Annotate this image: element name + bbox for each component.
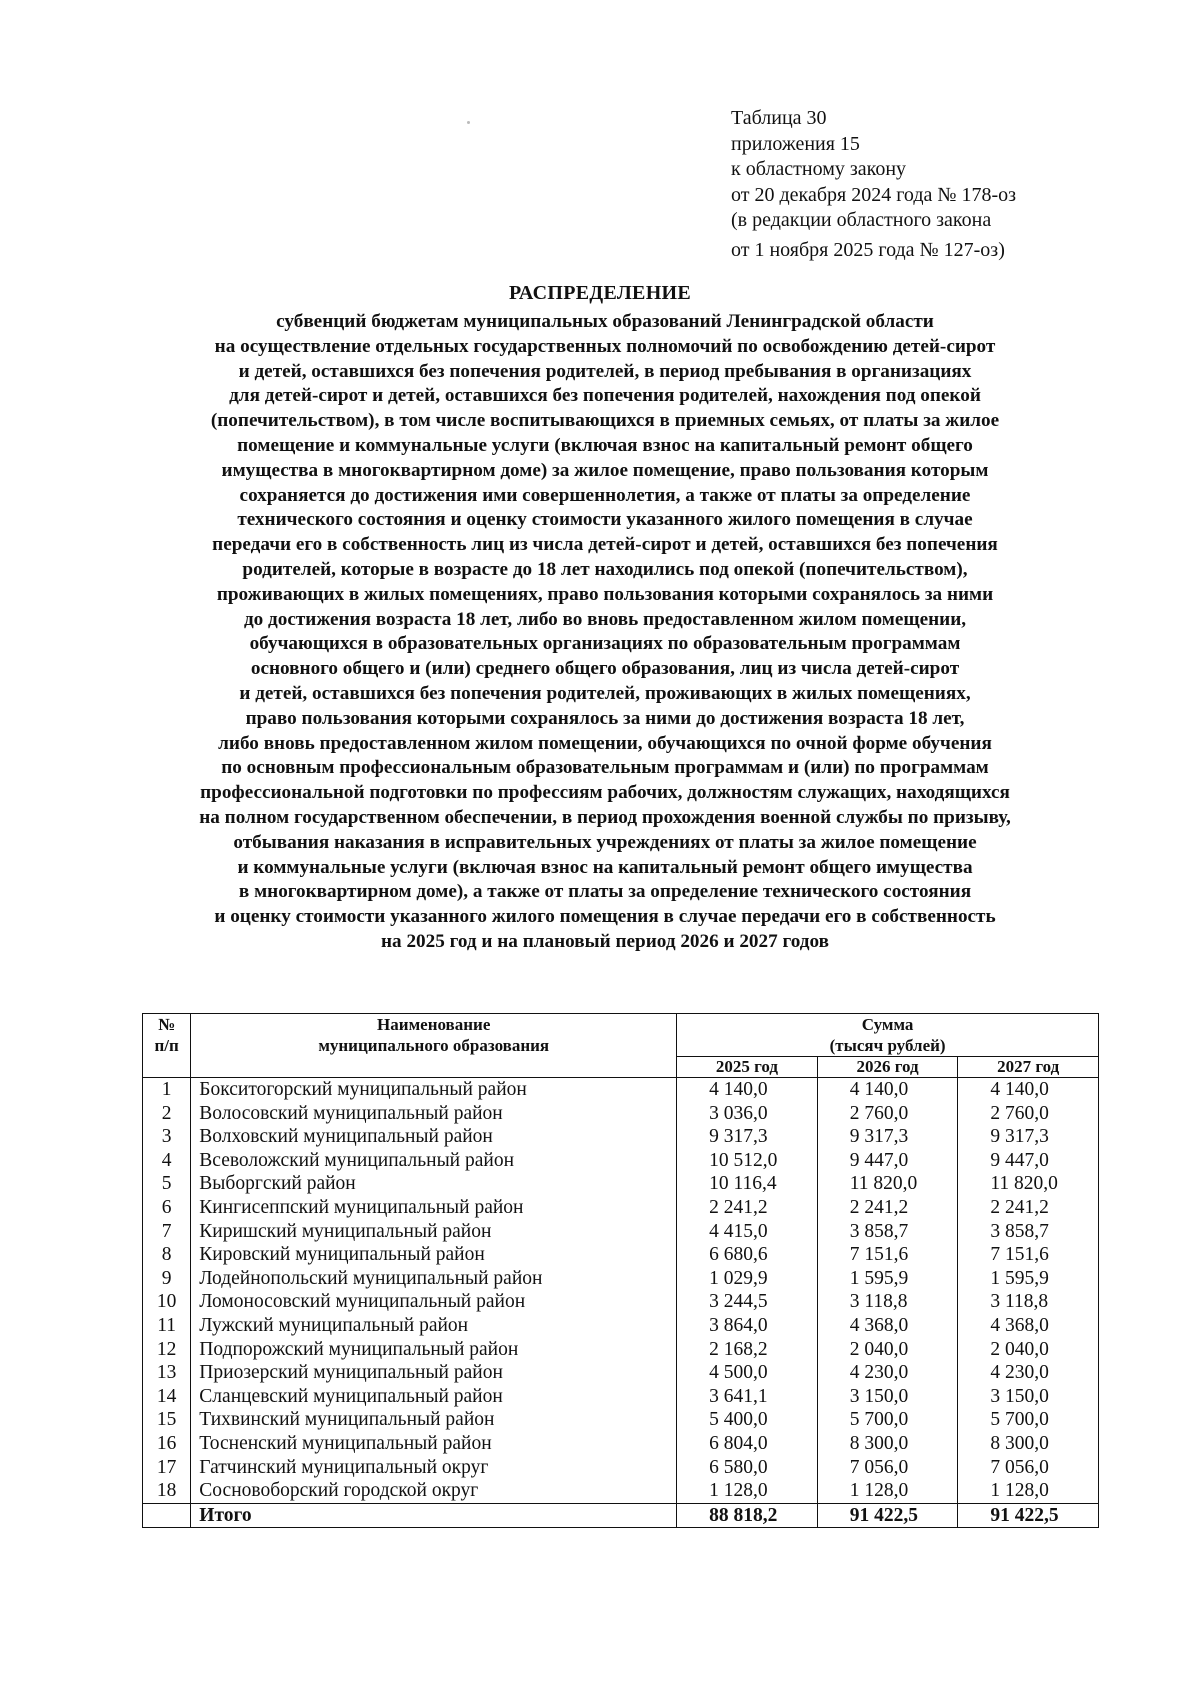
amount-2026: 1 128,0 (817, 1479, 958, 1503)
total-amount-2026: 91 422,5 (817, 1503, 958, 1528)
table-row (143, 1149, 1099, 1173)
row-number: 14 (143, 1385, 191, 1409)
subtitle-line: отбывания наказания в исправительных учреждениях от платы за жилое помещение (233, 831, 977, 853)
amount-2026: 9 447,0 (817, 1149, 958, 1173)
amount-2025: 4 140,0 (677, 1078, 818, 1102)
municipality-name: Кировский муниципальный район (191, 1243, 677, 1267)
row-number: 6 (143, 1196, 191, 1220)
row-number: 15 (143, 1408, 191, 1432)
row-number: 7 (143, 1220, 191, 1244)
amount-2025: 10 116,4 (677, 1172, 818, 1196)
total-amount-2027: 91 422,5 (958, 1503, 1099, 1528)
col-header-sum-line2: (тысяч рублей) (829, 1036, 946, 1055)
row-number: 16 (143, 1432, 191, 1456)
municipality-name: Волосовский муниципальный район (191, 1102, 677, 1126)
amount-2026: 3 150,0 (817, 1385, 958, 1409)
amount-2027: 5 700,0 (958, 1408, 1099, 1432)
amount-2027: 9 317,3 (958, 1125, 1099, 1149)
amount-2027: 8 300,0 (958, 1432, 1099, 1456)
amount-2025: 3 864,0 (677, 1314, 818, 1338)
col-header-year-2027: 2027 год (958, 1057, 1099, 1078)
amount-2026: 3 118,8 (817, 1290, 958, 1314)
amount-2027: 4 368,0 (958, 1314, 1099, 1338)
total-label: Итого (191, 1503, 677, 1528)
amount-2025: 4 500,0 (677, 1361, 818, 1385)
amount-2025: 1 029,9 (677, 1267, 818, 1291)
amount-2025: 4 415,0 (677, 1220, 818, 1244)
table-row (143, 1220, 1099, 1244)
col-header-name-line2: муниципального образования (318, 1036, 550, 1055)
col-header-year-2025: 2025 год (677, 1057, 818, 1078)
amount-2026: 11 820,0 (817, 1172, 958, 1196)
municipality-name: Всеволожский муниципальный район (191, 1149, 677, 1173)
row-number: 11 (143, 1314, 191, 1338)
subtitle-line: имущества в многоквартирном доме) за жилое помещение, право пользования которым (221, 459, 989, 481)
amount-2026: 3 858,7 (817, 1220, 958, 1244)
header-line: Таблица 30 (731, 107, 827, 129)
table-row (143, 1290, 1099, 1314)
row-number: 4 (143, 1149, 191, 1173)
total-number-cell (143, 1503, 191, 1528)
row-number: 12 (143, 1338, 191, 1362)
amount-2027: 11 820,0 (958, 1172, 1099, 1196)
total-row (143, 1503, 1099, 1528)
table-row (143, 1172, 1099, 1196)
amount-2025: 3 244,5 (677, 1290, 818, 1314)
municipality-name: Приозерский муниципальный район (191, 1361, 677, 1385)
amount-2026: 5 700,0 (817, 1408, 958, 1432)
total-amount-2025: 88 818,2 (677, 1503, 818, 1528)
amount-2025: 10 512,0 (677, 1149, 818, 1173)
municipality-name: Сланцевский муниципальный район (191, 1385, 677, 1409)
amount-2026: 9 317,3 (817, 1125, 958, 1149)
row-number: 17 (143, 1456, 191, 1480)
amount-2025: 6 580,0 (677, 1456, 818, 1480)
amount-2027: 2 760,0 (958, 1102, 1099, 1126)
table-row (143, 1125, 1099, 1149)
municipality-name: Подпорожский муниципальный район (191, 1338, 677, 1362)
amount-2026: 8 300,0 (817, 1432, 958, 1456)
scan-speck (467, 121, 470, 124)
subtitle-line: и коммунальные услуги (включая взнос на капитальный ремонт общего имущества (237, 856, 973, 878)
col-header-sum-line1: Сумма (861, 1015, 914, 1034)
amount-2026: 4 140,0 (817, 1078, 958, 1102)
subtitle-line: и детей, оставшихся без попечения родителей, в период пребывания в организациях (238, 360, 972, 382)
subtitle-line: в многоквартирном доме), а также от платы за определение технического состояния (238, 881, 972, 903)
col-header-year-2026: 2026 год (817, 1057, 958, 1078)
appendix-header (731, 106, 1016, 263)
amount-2025: 1 128,0 (677, 1479, 818, 1503)
subtitle-line: до достижения возраста 18 лет, либо во вновь предоставленном жилом помещении, (243, 608, 967, 630)
subtitle-line: на осуществление отдельных государственных полномочий по освобождению детей-сирот (214, 335, 996, 357)
amount-2027: 7 151,6 (958, 1243, 1099, 1267)
amount-2026: 1 595,9 (817, 1267, 958, 1291)
col-header-number-line1: № (158, 1015, 176, 1034)
header-line: (в редакции областного закона (731, 209, 992, 231)
subtitle-line: обучающихся в образовательных организациях по образовательным программам (249, 633, 961, 655)
row-number: 2 (143, 1102, 191, 1126)
subtitle-line: на полном государственном обеспечении, в период прохождения военной службы по призыву, (199, 806, 1011, 828)
col-header-name-line1: Наименование (377, 1015, 491, 1034)
table-row (143, 1408, 1099, 1432)
table-row (143, 1338, 1099, 1362)
amount-2027: 2 040,0 (958, 1338, 1099, 1362)
amount-2027: 7 056,0 (958, 1456, 1099, 1480)
row-number: 1 (143, 1078, 191, 1102)
subtitle-line: профессиональной подготовки по профессиям рабочих, должностям служащих, находящихся (200, 782, 1010, 804)
amount-2027: 3 858,7 (958, 1220, 1099, 1244)
subtitle-line: (попечительством), в том числе воспитывающихся в приемных семьях, от платы за жилое (210, 410, 1000, 432)
amount-2026: 2 760,0 (817, 1102, 958, 1126)
amount-2026: 4 368,0 (817, 1314, 958, 1338)
row-number: 18 (143, 1479, 191, 1503)
amount-2027: 4 140,0 (958, 1078, 1099, 1102)
row-number: 9 (143, 1267, 191, 1291)
amount-2026: 7 056,0 (817, 1456, 958, 1480)
subtitle-line: и детей, оставшихся без попечения родителей, проживающих в жилых помещениях, (239, 682, 971, 704)
table-row (143, 1243, 1099, 1267)
amount-2026: 4 230,0 (817, 1361, 958, 1385)
municipality-name: Волховский муниципальный район (191, 1125, 677, 1149)
subtitle-line: основного общего и (или) среднего общего образования, лиц из числа детей-сирот (250, 658, 960, 680)
row-number: 8 (143, 1243, 191, 1267)
subtitle-line: проживающих в жилых помещениях, право пользования которыми сохранялось за ними (216, 583, 994, 605)
table-row (143, 1078, 1099, 1102)
table-row (143, 1479, 1099, 1503)
amount-2027: 1 595,9 (958, 1267, 1099, 1291)
row-number: 5 (143, 1172, 191, 1196)
amount-2027: 2 241,2 (958, 1196, 1099, 1220)
amount-2025: 9 317,3 (677, 1125, 818, 1149)
amount-2025: 2 168,2 (677, 1338, 818, 1362)
municipality-name: Гатчинский муниципальный округ (191, 1456, 677, 1480)
header-line: от 1 ноября 2025 года № 127-оз) (731, 238, 1005, 261)
municipality-name: Тосненский муниципальный район (191, 1432, 677, 1456)
subtitle-line: и оценку стоимости указанного жилого помещения в случае передачи его в собственность (214, 906, 996, 928)
row-number: 3 (143, 1125, 191, 1149)
header-line: приложения 15 (731, 132, 860, 155)
municipality-name: Сосновоборский городской округ (191, 1479, 677, 1503)
distribution-table (142, 1013, 1099, 1528)
amount-2027: 9 447,0 (958, 1149, 1099, 1173)
subtitle-line: помещение и коммунальные услуги (включая взнос на капитальный ремонт общего (237, 434, 973, 456)
amount-2025: 6 804,0 (677, 1432, 818, 1456)
municipality-name: Бокситогорский муниципальный район (191, 1078, 677, 1102)
table-row (143, 1361, 1099, 1385)
municipality-name: Лодейнопольский муниципальный район (191, 1267, 677, 1291)
header-line: от 20 декабря 2024 года № 178-оз (731, 183, 1017, 206)
row-number: 13 (143, 1361, 191, 1385)
table-row (143, 1432, 1099, 1456)
subtitle-line: по основным профессиональным образовательным программам и (или) по программам (221, 757, 989, 779)
document-title: РАСПРЕДЕЛЕНИЕ (508, 282, 692, 304)
row-number: 10 (143, 1290, 191, 1314)
col-header-name (191, 1014, 677, 1078)
table-row (143, 1102, 1099, 1126)
table-row (143, 1314, 1099, 1338)
amount-2025: 5 400,0 (677, 1408, 818, 1432)
subtitle-line: родителей, которые в возрасте до 18 лет находились под опекой (попечительством), (242, 558, 968, 580)
subtitle-line: технического состояния и оценку стоимости указанного жилого помещения в случае (237, 509, 973, 531)
subtitle-line: для детей-сирот и детей, оставшихся без попечения родителей, нахождения под опекой (229, 385, 981, 407)
subtitle-line: право пользования которыми сохранялось за ними до достижения возраста 18 лет, (245, 707, 965, 729)
amount-2025: 3 036,0 (677, 1102, 818, 1126)
amount-2026: 2 241,2 (817, 1196, 958, 1220)
subtitle-line: сохраняется до достижения ими совершеннолетия, а также от платы за определение (239, 484, 971, 506)
amount-2025: 6 680,6 (677, 1243, 818, 1267)
amount-2025: 2 241,2 (677, 1196, 818, 1220)
amount-2026: 7 151,6 (817, 1243, 958, 1267)
col-header-sum (677, 1014, 1099, 1057)
amount-2027: 4 230,0 (958, 1361, 1099, 1385)
municipality-name: Ломоносовский муниципальный район (191, 1290, 677, 1314)
amount-2027: 3 150,0 (958, 1385, 1099, 1409)
header-line: к областному закону (731, 158, 907, 180)
table-row (143, 1385, 1099, 1409)
municipality-name: Кингисеппский муниципальный район (191, 1196, 677, 1220)
subtitle-line: либо вновь предоставленном жилом помещении, обучающихся по очной форме обучения (218, 732, 992, 754)
subtitle-line: передачи его в собственность лиц из числа детей-сирот и детей, оставшихся без попечения (212, 534, 998, 556)
col-header-number-line2: п/п (154, 1036, 179, 1055)
table-row (143, 1196, 1099, 1220)
municipality-name: Выборгский район (191, 1172, 677, 1196)
document-subtitle (140, 310, 1070, 955)
subtitle-line: субвенций бюджетам муниципальных образований Ленинградской области (276, 311, 934, 332)
table-row (143, 1267, 1099, 1291)
table-row (143, 1456, 1099, 1480)
subtitle-line: на 2025 год и на плановый период 2026 и 2027 годов (381, 930, 829, 952)
amount-2027: 1 128,0 (958, 1479, 1099, 1503)
amount-2026: 2 040,0 (817, 1338, 958, 1362)
amount-2027: 3 118,8 (958, 1290, 1099, 1314)
municipality-name: Тихвинский муниципальный район (191, 1408, 677, 1432)
col-header-number (143, 1014, 191, 1078)
municipality-name: Лужский муниципальный район (191, 1314, 677, 1338)
municipality-name: Киришский муниципальный район (191, 1220, 677, 1244)
amount-2025: 3 641,1 (677, 1385, 818, 1409)
